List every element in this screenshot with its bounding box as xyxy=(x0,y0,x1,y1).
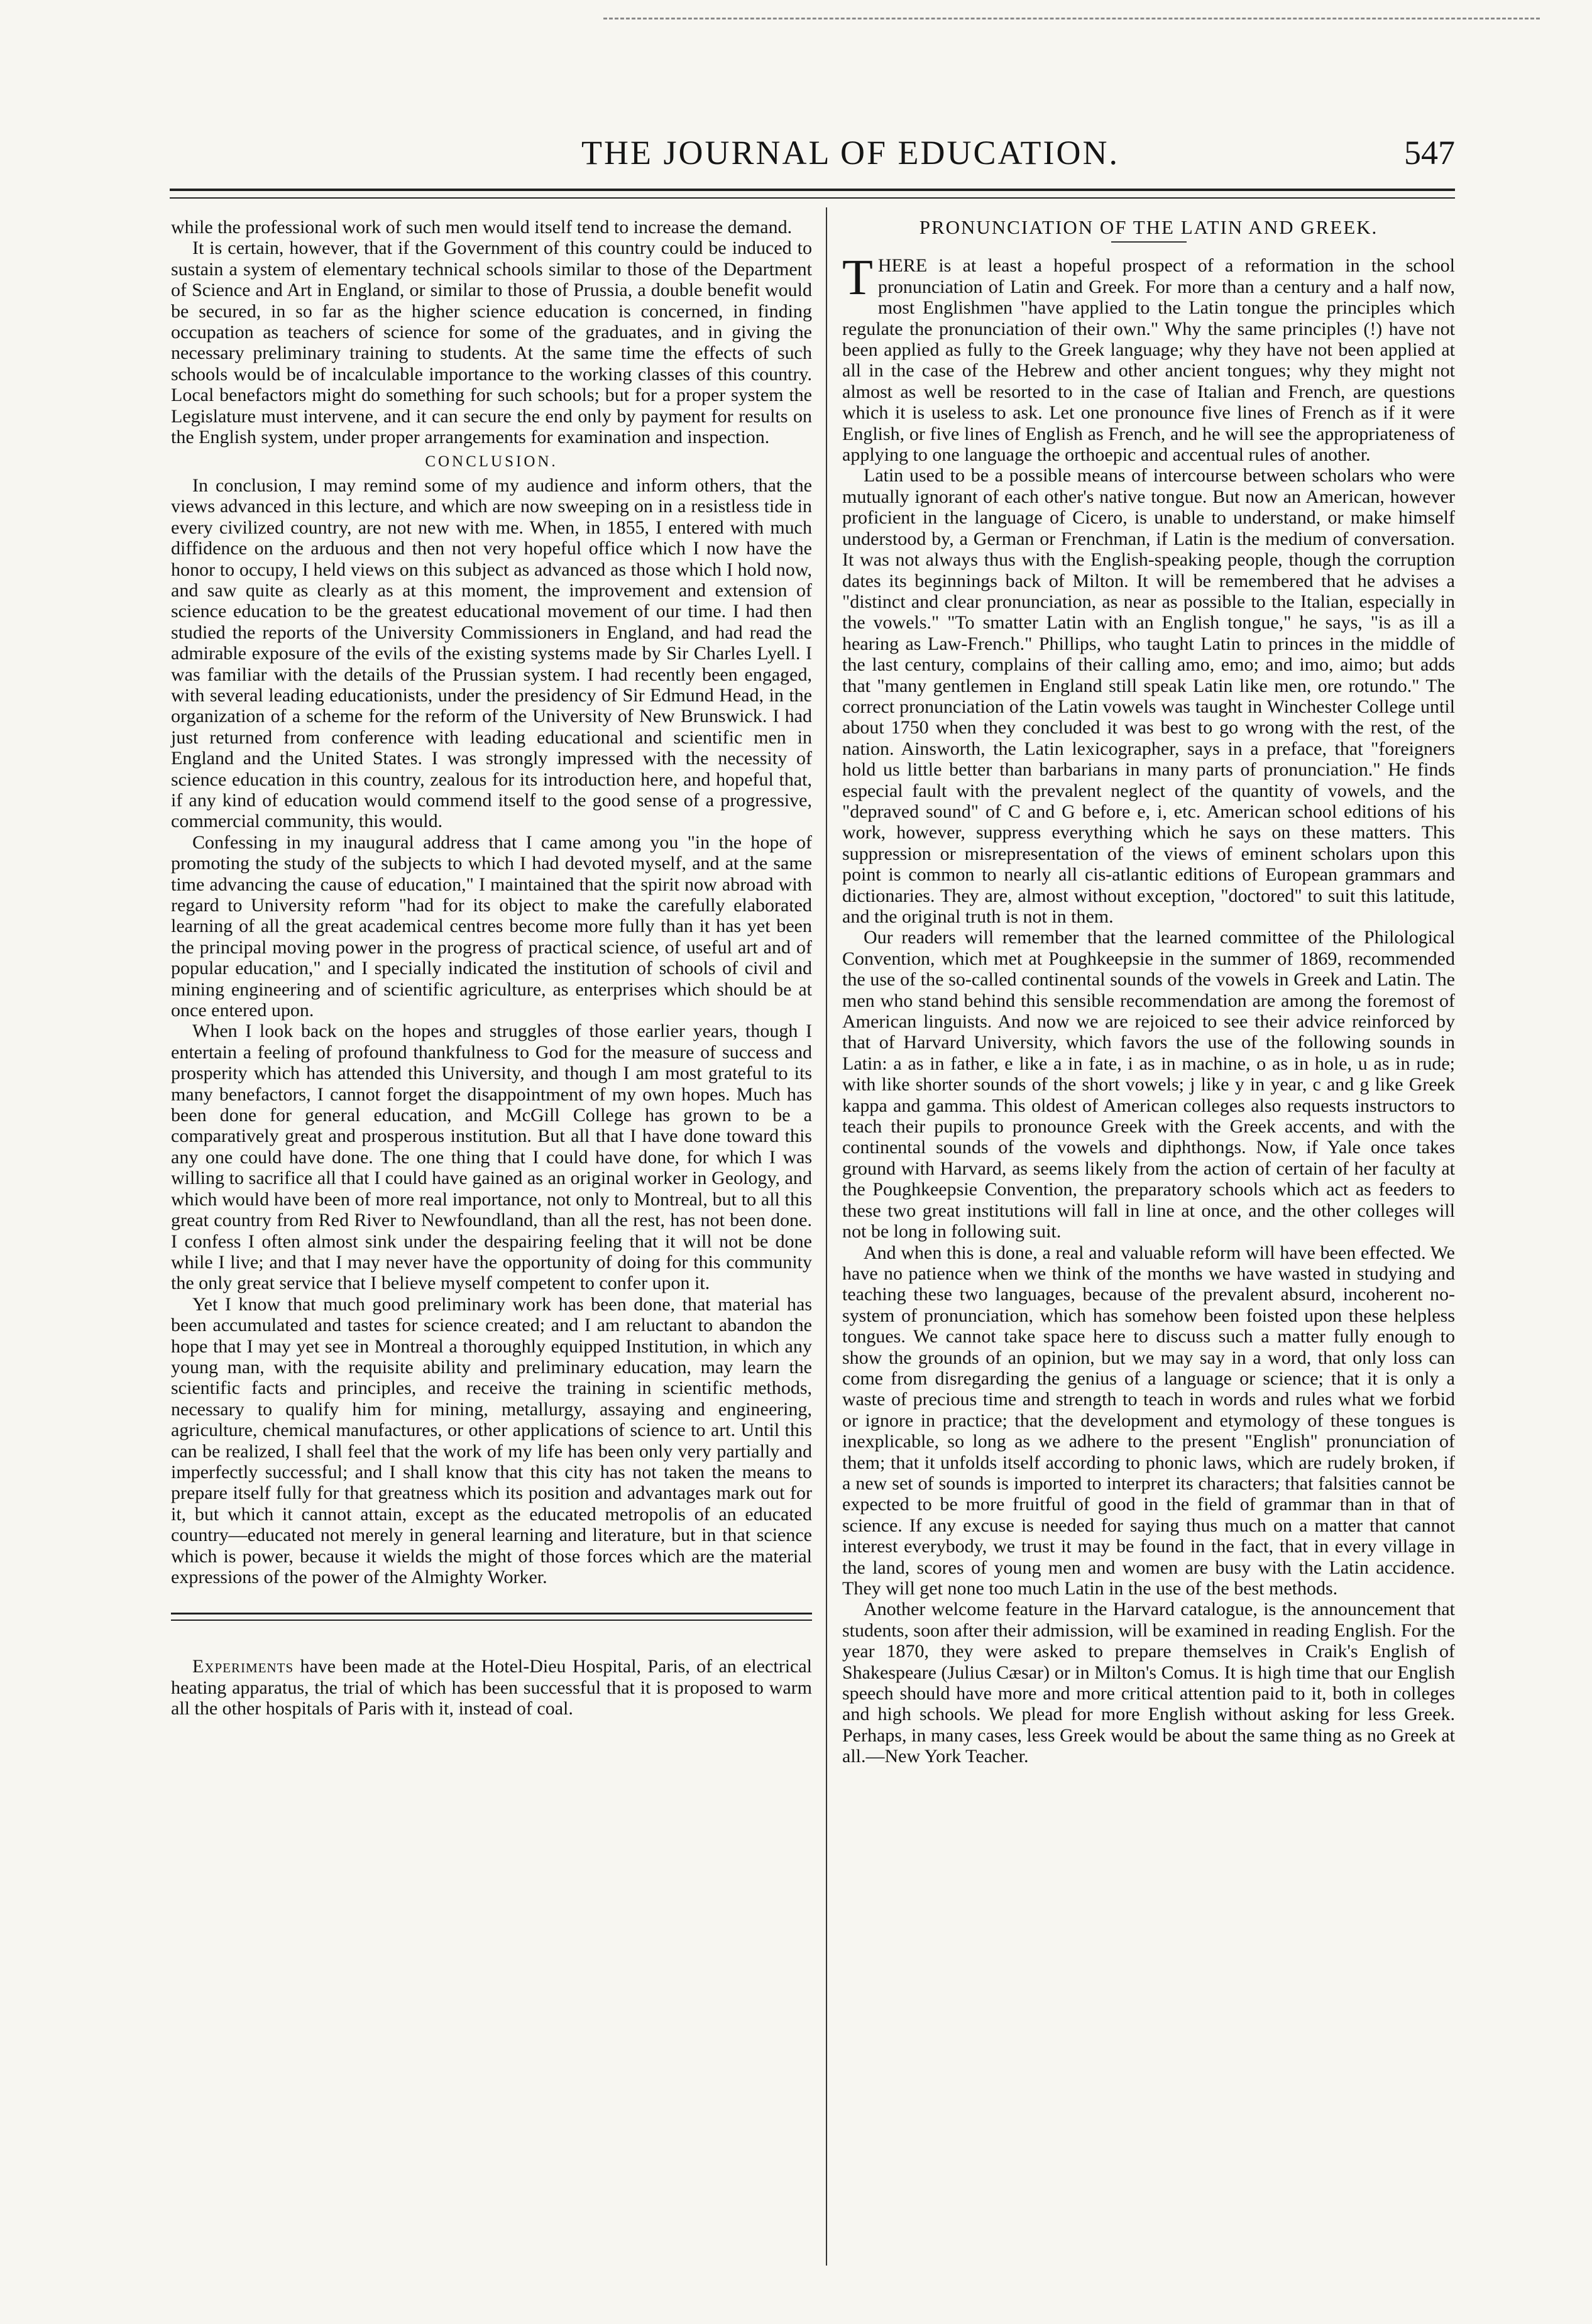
conclusion-heading: CONCLUSION. xyxy=(425,453,558,471)
left-paragraph-5: When I look back on the hopes and struggles of those earlier years, though I entertain a feeling of profound thankfulness to God for the measure of success and prosperity which has attended this University, and though I am most grateful to its many benefactors, I cannot forget the disappointment of my own hopes. Much has been done for general education, and McGill College has grown to be a comparatively great and prosperous institution. But all that I have done toward this any one could have done. The one thing that I could have done, for which I was willing to sacrifice all that I could have gained as an original worker in Geology, and which would have been of more real importance, not only to Montreal, but to all this great country from Red River to Newfoundland, than all the rest, has not been done. I confess I often almost sink under the despairing feeling that it will not be done while I live; and that I may never have the opportunity of doing for this community the only great service that I believe myself competent to confer upon it. xyxy=(171,1021,812,1294)
right-paragraph-3: Our readers will remember that the learned committee of the Philological Convention, which met at Poughkeepsie in the summer of 1869, recommended the use of the so-called continental sounds of the vowels in Greek and Latin. The men who stand behind this sensible recommendation are among the foremost of American linguists. And now we are rejoiced to see their advice reinforced by that of Harvard University, which favors the use of the following sounds in Latin: a as in father, e like a in fate, i as in machine, o as in hole, u as in rude; with like shorter sounds of the short vowels; j like y in year, c and g like Greek kappa and gamma. This oldest of American colleges also requests instructors to teach their pupils to pronounce Greek with the Greek accents, and with the continental sounds of the vowels and diphthongs. Now, if Yale once takes ground with Harvard, as seems likely from the action of certain of her faculty at the Poughkeepsie Convention, the preparatory schools which act as feeders to these two great institutions will fall in line at once, and the other colleges will not be long in following suit. xyxy=(842,927,1455,1242)
top-border-rule xyxy=(603,18,1540,19)
experiments-note-text: have been made at the Hotel-Dieu Hospital, Paris, of an electrical heating apparatus, the trial of which has been successful that it is proposed to warm all the other hospitals of Paris with it, instead of coal. xyxy=(171,1656,812,1719)
right-paragraph-4: And when this is done, a real and valuable reform will have been effected. We have no patience when we think of the months we have wasted in studying and teaching these two languages, because of the prevalent absurd, incoherent no-system of pronunciation, which has somehow been foisted upon these helpless tongues. We cannot take space here to discuss such a matter fully enough to show the grounds of an opinion, but we may say in a word, that only loss can come from disregarding the genius of a language or science; that it is only a waste of precious time and strength to teach in words and rules what we forbid or ignore in practice; that the development and etymology of these tongues is inexplicable, so long as we adhere to the present "English" pronunciation of them; that it unfolds itself according to phonic laws, which are rudely broken, if a new set of sounds is imported to interpret its characters; that falsities cannot be expected to be more fruitful of good in the field of grammar than in that of science. If any excuse is needed for saying thus much on a matter that cannot interest everybody, we trust it may be found in the fact, that in every village in the land, scores of young men and women are busy with the Latin accidence. They will get none too much Latin in the use of the best methods. xyxy=(842,1242,1455,1599)
header-rule xyxy=(170,189,1455,199)
article-title: PRONUNCIATION OF THE LATIN AND GREEK. xyxy=(919,216,1378,238)
title-rule xyxy=(1111,241,1187,243)
page-number: 547 xyxy=(1404,134,1455,172)
right-paragraph-1 xyxy=(842,250,1455,466)
left-paragraph-3: In conclusion, I may remind some of my audience and inform others, that the views advanced in this lecture, and which are now sweeping on in a resistless tide in every civilized country, are not new with me. When, in 1855, I entered with much diffidence on the arduous and then not very hopeful office which I now have the honor to occupy, I held views on this subject as advanced as those which I hold now, and saw quite as clearly as at this moment, the improvement and extension of science education to be the greatest educational movement of our time. I had then studied the reports of the University Commissioners in England, and had read the admirable exposure of the evils of the existing systems made by Sir Charles Lyell. I was familiar with the details of the Prussian system. I had recently been engaged, with several leading educationists, under the presidency of Sir Edmund Head, in the organization of a scheme for the reform of the University of New Brunswick. I had just returned from conference with leading educational and scientific men in England and the United States. I was strongly impressed with the necessity of science education in this country, zealous for its introduction here, and hopeful that, if any kind of education would commend itself to the good sense of a progressive, commercial community, this would. xyxy=(171,474,812,832)
left-paragraph-4: Confessing in my inaugural address that I came among you "in the hope of promoting the study of the subjects to which I had devoted myself, and at the same time advancing the cause of education," I maintained that the spirit now abroad with regard to University reform "had for its object to make the carefully elaborated learning of all the great academical centres become more fully than it has yet been the principal moving power in the progress of practical science, of useful art and of popular education," and I specially indicated the institution of schools of civil and mining engineering and of scientific agriculture, as enterprises which should be at once entered upon. xyxy=(171,831,812,1021)
right-paragraph-5: Another welcome feature in the Harvard catalogue, is the announcement that students, soon after their admission, will be examined in reading English. For the year 1870, they were asked to prepare themselves in Craik's English of Shakespeare (Julius Cæsar) or in Milton's Comus. It is high time that our English speech should have more and more critical attention paid to it, both in colleges and high schools. We plead for more English without asking for less Greek. Perhaps, in many cases, less Greek would be about the same thing as no Greek at all.—New York Teacher. xyxy=(842,1599,1455,1767)
column-divider xyxy=(826,207,827,2266)
right-column xyxy=(842,217,1455,1767)
right-paragraph-1-text: HERE is at least a hopeful prospect of a reformation in the school pronunciation of Latin and Greek. For more than a century and a half now, most Englishmen "have applied to the Latin tongue the principles which regulate the pronunciation of their own." Why the same principles (!) have not been applied as fully to the Greek language; why they have not been applied at all in the case of the Hebrew and other ancient tongues; why they might not almost as well be resorted to in the case of Italian and French, are questions which it is useless to ask. Let one pronounce five lines of French as if it were English, or five lines of English as French, and he will see the appropriateness of applying to one language the orthoepic and accentual rules of another. xyxy=(842,255,1455,466)
running-header xyxy=(170,133,1455,190)
experiments-note xyxy=(171,1656,812,1719)
right-paragraph-2: Latin used to be a possible means of intercourse between scholars who were mutually ignorant of each other's native tongue. But now an American, however proficient in the language of Cicero, is unable to understand, or make himself understood by, a German or Frenchman, if Latin is the medium of conversation. It was not always thus with the English-speaking people, though the corruption dates its beginnings back of Milton. It will be remembered that he advises a "distinct and clear pronunciation, as near as possible to the Italian, especially in the vowels." "To smatter Latin with an English tongue," he says, "is as ill a hearing as Law-French." Phillips, who taught Latin to princes in the middle of the last century, complains of their calling amo, emo; and imo, aimo; but adds that "many gentlemen in England still speak Latin like men, ore rotundo." The correct pronunciation of the Latin vowels was taught in Winchester College until about 1750 when they concluded it was best to go wrong with the rest, of the nation. Ainsworth, the Latin lexicographer, says in a preface, that "foreigners hold us little better than barbarians in many parts of pronunciation." He finds especial fault with the prevalent neglect of the quantity of vowels, and the "depraved sound" of C and G before e, i, etc. American school editions of his work, however, suppress everything which he says on these matters. This suppression or misrepresentation of the views of eminent scholars upon this point is common to nearly all cis-atlantic editions of European grammars and dictionaries. They are, almost without exception, "doctored" to suit this latitude, and the original truth is not in them. xyxy=(842,465,1455,927)
left-paragraph-2: It is certain, however, that if the Government of this country could be induced to sustain a system of elementary technical schools similar to those of the Department of Science and Art in England, or similar to those of Prussia, a double benefit would be secured, in so far as the higher science education is concerned, in finding occupation as teachers of science for some of the graduates, and in giving the necessary preliminary training to students. At the same time the effects of such schools would be of incalculable importance to the working classes of this country. Local benefactors might do something for such schools; but for a proper system the Legislature must intervene, and it can secure the end only by payment for results on the English system, under proper arrangements for examination and inspection. xyxy=(171,238,812,448)
left-paragraph-6: Yet I know that much good preliminary work has been done, that material has been accumulated and tastes for science created; and I am reluctant to abandon the hope that I may yet see in Montreal a thoroughly equipped Institution, in which any young man, with the requisite ability and preliminary education, may learn the scientific facts and principles, and receive the training in scientific methods, necessary to qualify him for mining, metallurgy, assaying and engineering, agriculture, chemical manufactures, or other applications of science to art. Until this can be realized, I shall feel that the work of my life has been only very partially and imperfectly successful; and I shall know that this city has not taken the means to prepare itself fully for that greatness which its position and advantages mark out for it, but which it cannot attain, except as the educated metropolis of an educated country—educated not merely in general learning and literature, but in that science which is power, because it wields the might of those forces which are the material expressions of the power of the Almighty Worker. xyxy=(171,1293,812,1587)
experiments-note-lead: Experiments xyxy=(192,1656,294,1677)
dropcap-letter: T xyxy=(842,250,873,306)
left-paragraph-1: while the professional work of such men would itself tend to increase the demand. xyxy=(171,217,793,238)
left-column xyxy=(171,217,812,1719)
article-end-rule xyxy=(171,1613,812,1621)
journal-title: THE JOURNAL OF EDUCATION. xyxy=(581,134,1119,172)
